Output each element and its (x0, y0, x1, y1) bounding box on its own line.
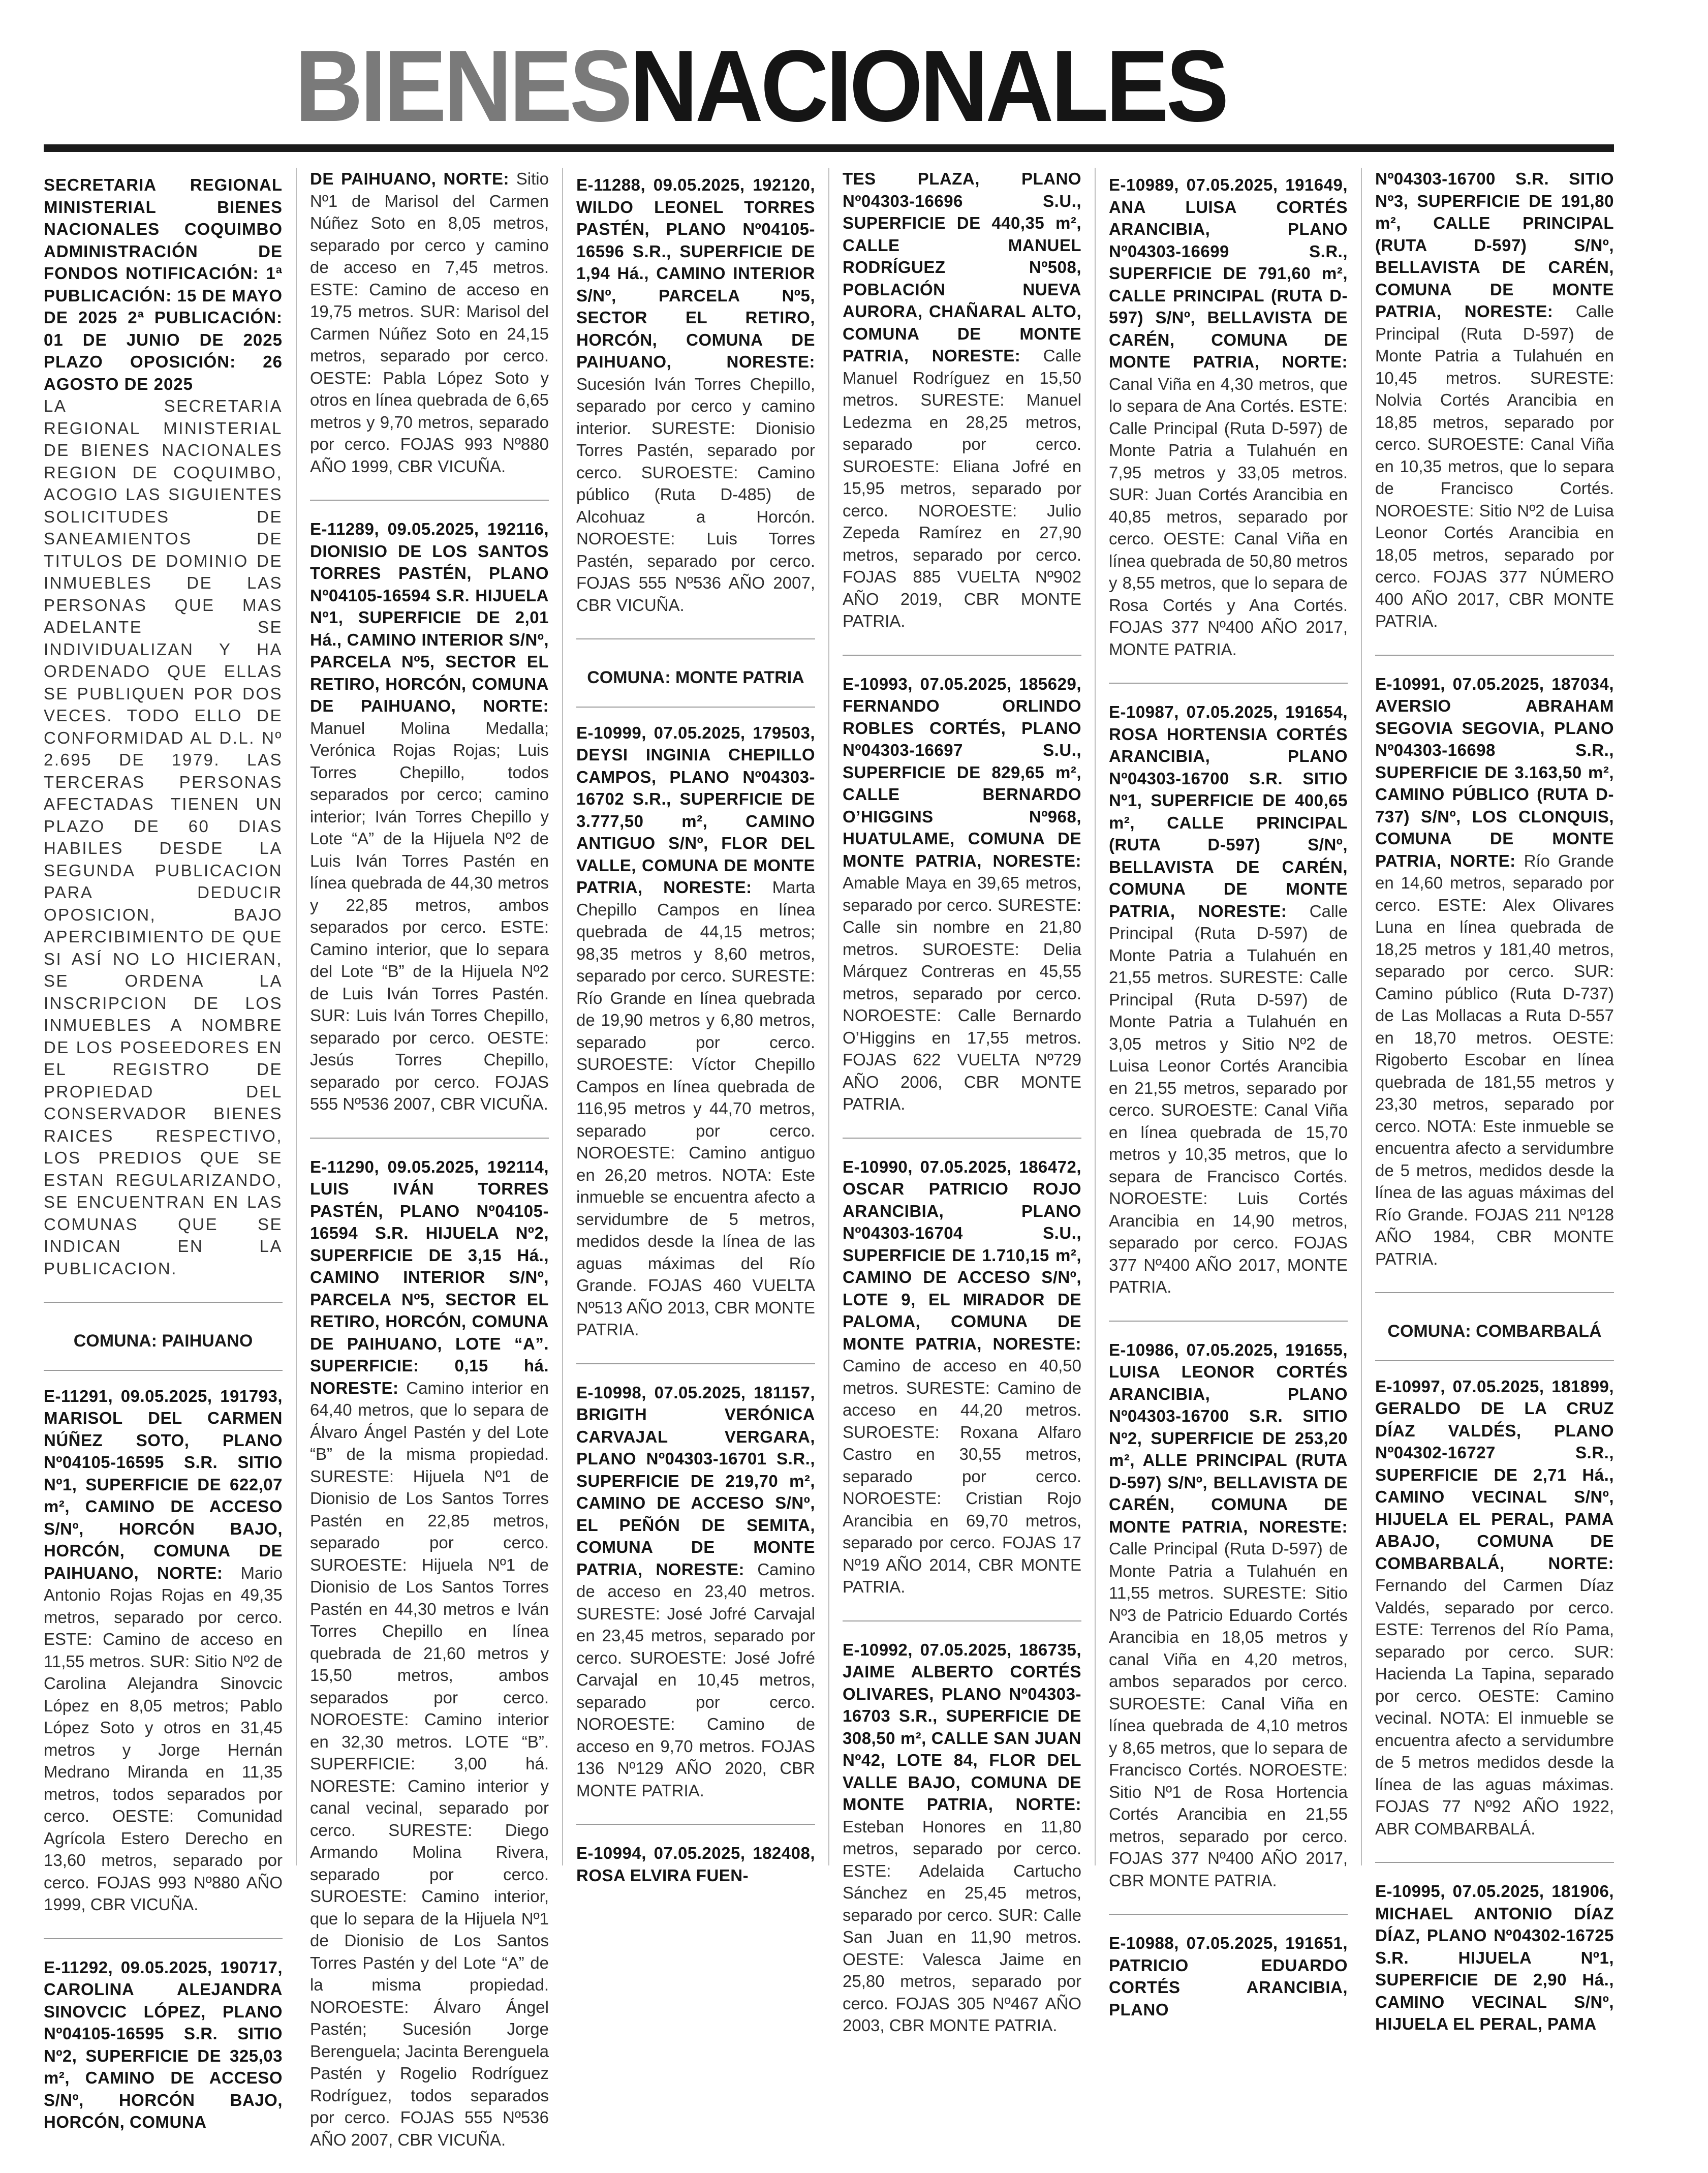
entry-head: E-10988, 07.05.2025, 191651, PATRICIO EDUARDO CORTÉS ARANCIBIA, PLANO (1109, 1934, 1348, 2019)
entry-e10994 (576, 1836, 815, 1909)
entry-body: Calle Principal (Ruta D-597) de Monte Patria a Tulahuén en 10,45 metros. SURESTE: Nolvia Cortés Arancibia en 18,85 metros, separado por cerco. SUROESTE: Canal Viña en 10,35 metros, que lo separa de Francisco Cortés. NOROESTE: Sitio Nº2 de Luisa Leonor Cortés Arancibia en 18,05 metros, separado por cerco. FOJAS 377 NÚMERO 400 AÑO 2017, CBR MONTE PATRIA. (1375, 302, 1614, 630)
comuna-heading-monte-patria: COMUNA: MONTE PATRIA (576, 651, 815, 708)
entry-head: E-10993, 07.05.2025, 185629, FERNANDO ORLINDO ROBLES CORTÉS, PLANO Nº04303-16697 S.U., SUPERFICIE DE 829,65 m², CALLE BERNARDO O’HIGGINS Nº968, HUATULAME, COMUNA DE MONTE PATRIA, NORESTE: (843, 675, 1081, 870)
column-1 (44, 168, 296, 1865)
entry-e10988-continued (1375, 168, 1614, 656)
entry-head: E-10987, 07.05.2025, 191654, ROSA HORTENSIA CORTÉS ARANCIBIA, PLANO Nº04303-16700 S.R. SITIO Nº1, SUPERFICIE DE 400,65 m², CALLE PRINCIPAL (RUTA D-597) S/Nº, BELLAVISTA DE CARÉN, COMUNA DE MONTE PATRIA, NORESTE: (1109, 702, 1348, 921)
column-3 (562, 168, 828, 1865)
entry-head: E-10998, 07.05.2025, 181157, BRIGITH VERÓNICA CARVAJAL VERGARA, PLANO Nº04303-16701 S.R., SUPERFICIE DE 219,70 m², CAMINO DE ACCESO S/Nº, EL PEÑÓN DE SEMITA, COMUNA DE MONTE PATRIA, NORESTE: (576, 1383, 815, 1579)
entry-e10997 (1375, 1369, 1614, 1863)
entry-body: Sucesión Iván Torres Chepillo, separado por cerco y camino interior. SURESTE: Dionisio Torres Pastén, separado por cerco. SUROESTE: Camino público (Ruta D-485) de Alcohuaz a Horcón. NOROESTE: Luis Torres Pastén, separado por cerco. FOJAS 555 Nº536 AÑO 2007, CBR VICUÑA. (576, 375, 815, 615)
entry-head: E-11288, 09.05.2025, 192120, WILDO LEONEL TORRES PASTÉN, PLANO Nº04105-16596 S.R., SUPERFICIE DE 1,94 Há., CAMINO INTERIOR S/Nº, PARCELA Nº5, SECTOR EL RETIRO, HORCÓN, COMUNA DE PAIHUANO, NORESTE: (576, 175, 815, 371)
entry-e11290 (310, 1150, 549, 2173)
entry-head-continued: Nº04303-16700 S.R. SITIO Nº3, SUPERFICIE DE 191,80 m², CALLE PRINCIPAL (RUTA D-597) S/Nº, BELLAVISTA DE CARÉN, COMUNA DE MONTE PATRIA, NORESTE: (1375, 169, 1614, 321)
entry-e10990 (843, 1150, 1081, 1621)
entry-e10986 (1109, 1333, 1348, 1915)
intro-body: LA SECRETARIA REGIONAL MINISTERIAL DE BIENES NACIONALES REGION DE COQUIMBO, ACOGIO LAS SIGUIENTES SOLICITUDES DE SANEAMIENTOS DE TITULOS DE DOMINIO DE INMUEBLES DE LAS PERSONAS QUE MAS ADELANTE SE INDIVIDUALIZAN Y HA ORDENADO QUE ELLAS SE PUBLIQUEN POR DOS VECES. TODO ELLO DE CONFORMIDAD AL D.L. Nº 2.695 DE 1979. LAS TERCERAS PERSONAS AFECTADAS TIENEN UN PLAZO DE 60 DIAS HABILES DESDE LA SEGUNDA PUBLICACION PARA DEDUCIR OPOSICION, BAJO APERCIBIMIENTO DE QUE SI ASÍ NO LO HICIERAN, SE ORDENA LA INSCRIPCION DE LOS INMUEBLES A NOMBRE DE LOS POSEEDORES EN EL REGISTRO DE PROPIEDAD DEL CONSERVADOR BIENES RAICES RESPECTIVO, LOS PREDIOS QUE SE ESTAN REGULARIZANDO, SE ENCUENTRAN EN LAS COMUNAS QUE SE INDICAN EN LA PUBLICACION. (44, 395, 283, 1279)
comuna-heading-combarbala: COMUNA: COMBARBALÁ (1375, 1304, 1614, 1361)
entry-head-continued: DE PAIHUANO, NORTE: (310, 169, 509, 188)
entry-head-continued: TES PLAZA, PLANO Nº04303-16696 S.U., SUPERFICIE DE 440,35 m², CALLE MANUEL RODRÍGUEZ Nº508, POBLACIÓN NUEVA AURORA, CHAÑARAL ALTO, COMUNA DE MONTE PATRIA, NORESTE: (843, 169, 1081, 365)
entry-e10999 (576, 716, 815, 1364)
masthead-word-bienes: BIENES (295, 29, 630, 143)
column-4 (828, 168, 1095, 1865)
intro-header: SECRETARIA REGIONAL MINISTERIAL BIENES NACIONALES COQUIMBO ADMINISTRACIÓN DE FONDOS NOTIFICACIÓN: 1ª PUBLICACIÓN: 15 DE MAYO DE 2025 2ª PUBLICACIÓN: 01 DE JUNIO DE 2025 PLAZO OPOSICIÓN: 26 AGOSTO DE 2025 (44, 174, 283, 395)
masthead-word-nacionales: NACIONALES (630, 29, 1226, 143)
entry-body: Canal Viña en 4,30 metros, que lo separa de Ana Cortés. ESTE: Calle Principal (Ruta D-597) de Monte Patria a Tulahuén en 7,95 metros y 33,05 metros. SUR: Juan Cortés Arancibia en 40,85 metros, separado por cerco. OESTE: Canal Viña en línea quebrada de 50,80 metros y 8,55 metros, que lo separa de Rosa Cortés y Ana Cortés. FOJAS 377 Nº400 AÑO 2017, MONTE PATRIA. (1109, 375, 1348, 659)
entry-body: Calle Manuel Rodríguez en 15,50 metros. SURESTE: Manuel Ledezma en 28,25 metros, separado por cerco. SUROESTE: Eliana Jofré en 15,95 metros, separado por cerco. NOROESTE: Julio Zepeda Ramírez en 27,90 metros, separado por cerco. FOJAS 885 VUELTA Nº902 AÑO 2019, CBR MONTE PATRIA. (843, 346, 1081, 630)
entry-e11291 (44, 1379, 283, 1939)
entry-head: E-10986, 07.05.2025, 191655, LUISA LEONOR CORTÉS ARANCIBIA, PLANO Nº04303-16700 S.R. SITIO Nº2, SUPERFICIE DE 253,20 m², ALLE PRINCIPAL (RUTA D-597) S/Nº, BELLAVISTA DE CARÉN, COMUNA DE MONTE PATRIA, NORESTE: (1109, 1340, 1348, 1536)
entry-body: Camino de acceso en 40,50 metros. SURESTE: Camino de acceso en 44,20 metros. SUROESTE: Roxana Alfaro Castro en 30,55 metros, separado por cerco. NOROESTE: Cristian Rojo Arancibia en 69,70 metros, separado por cerco. FOJAS 17 Nº19 AÑO 2014, CBR MONTE PATRIA. (843, 1356, 1081, 1596)
entry-body: Río Grande en 14,60 metros, separado por cerco. ESTE: Alex Olivares Luna en línea quebrada de 18,25 metros y 181,40 metros, separado por cerco. SUR: Camino público (Ruta D-737) de Las Mollacas a Ruta D-557 en 18,70 metros. OESTE: Rigoberto Escobar en línea quebrada de 181,55 metros y 23,30 metros, separado por cerco. NOTA: Este inmueble se encuentra afecto a servidumbre de 5 metros, medidos desde la línea de las aguas máximas del Río Grande. FOJAS 211 Nº128 AÑO 1984, CBR MONTE PATRIA. (1375, 851, 1614, 1268)
entry-body: Camino interior en 64,40 metros, que lo separa de Álvaro Ángel Pastén y del Lote “B” de la misma propiedad. SURESTE: Hijuela Nº1 de Dionisio de Los Santos Torres Pastén en 22,85 metros, separado por cerco. SUROESTE: Hijuela Nº1 de Dionisio de Los Santos Torres Pastén en 44,30 metros e Iván Torres Chepillo en línea quebrada de 21,60 metros y 15,50 metros, ambos separados por cerco. NOROESTE: Camino interior en 32,30 metros. LOTE “B”. SUPERFICIE: 3,00 há. NORESTE: Camino interior y canal vecinal, separado por cerco. SURESTE: Diego Armando Molina Rivera, separado por cerco. SUROESTE: Camino interior, que lo separa de la Hijuela Nº1 de Dionisio de Los Santos Torres Pastén y del Lote “A” de la misma propiedad. NOROESTE: Álvaro Ángel Pastén; Sucesión Jorge Berenguela; Jacinta Berenguela Pastén y Rogelio Rodríguez Rodríguez, todos separados por cerco. FOJAS 555 Nº536 AÑO 2007, CBR VICUÑA. (310, 1379, 549, 2149)
entry-head: E-11289, 09.05.2025, 192116, DIONISIO DE LOS SANTOS TORRES PASTÉN, PLANO Nº04105-16594 S.R. HIJUELA Nº1, SUPERFICIE DE 2,01 Há., CAMINO INTERIOR S/Nº, PARCELA Nº5, SECTOR EL RETIRO, HORCÓN, COMUNA DE PAIHUANO, NORTE: (310, 519, 549, 715)
entry-e10992 (843, 1633, 1081, 2059)
masthead-rule (44, 144, 1614, 152)
entry-head: E-11291, 09.05.2025, 191793, MARISOL DEL CARMEN NÚÑEZ SOTO, PLANO Nº04105-16595 S.R. SITIO Nº1, SUPERFICIE DE 622,07 m², CAMINO DE ACCESO S/Nº, HORCÓN BAJO, HORCÓN, COMUNA DE PAIHUANO, NORTE: (44, 1387, 283, 1582)
entry-head: E-10991, 07.05.2025, 187034, AVERSIO ABRAHAM SEGOVIA SEGOVIA, PLANO Nº04303-16698 S.R., SUPERFICIE DE 3.163,50 m², CAMINO PÚBLICO (RUTA D-737) S/Nº, LOS CLONQUIS, COMUNA DE MONTE PATRIA, NORTE: (1375, 675, 1614, 870)
entry-e11292-continued (310, 168, 549, 501)
entry-head: E-10990, 07.05.2025, 186472, OSCAR PATRICIO ROJO ARANCIBIA, PLANO Nº04303-16704 S.U., SUPERFICIE DE 1.710,15 m², CAMINO DE ACCESO S/Nº, LOTE 9, EL MIRADOR DE PALOMA, COMUNA DE MONTE PATRIA, NORESTE: (843, 1157, 1081, 1353)
entry-e10988 (1109, 1926, 1348, 2043)
entry-body: Amable Maya en 39,65 metros, separado por cerco. SURESTE: Calle sin nombre en 21,80 metros. SUROESTE: Delia Márquez Contreras en 45,55 metros, separado por cerco. NOROESTE: Calle Bernardo O’Higgins en 17,55 metros. FOJAS 622 VUELTA Nº729 AÑO 2006, CBR MONTE PATRIA. (843, 873, 1081, 1113)
entry-body: Manuel Molina Medalla; Verónica Rojas Rojas; Luis Torres Chepillo, todos separados por cerco; camino interior; Iván Torres Chepillo y Lote “A” de la Hijuela Nº2 de Luis Iván Torres Pastén en línea quebrada de 44,30 metros y 22,85 metros, ambos separados por cerco. ESTE: Camino interior, que lo separa del Lote “B” de la Hijuela Nº2 de Luis Iván Torres Pastén. SUR: Luis Iván Torres Chepillo, separado por cerco. OESTE: Jesús Torres Chepillo, separado por cerco. FOJAS 555 Nº536 2007, CBR VICUÑA. (310, 719, 549, 1114)
entry-body: Calle Principal (Ruta D-597) de Monte Patria a Tulahuén en 21,55 metros. SURESTE: Calle Principal (Ruta D-597) de Monte Patria a Tulahuén en 3,05 metros y Sitio Nº2 de Luisa Leonor Cortés Arancibia en 21,55 metros, separado por cerco. SUROESTE: Canal Viña en línea quebrada de 15,70 metros y 10,35 metros, que lo separa de Francisco Cortés. NOROESTE: Luis Cortés Arancibia en 14,90 metros, separado por cerco. FOJAS 377 Nº400 AÑO 2017, MONTE PATRIA. (1109, 902, 1348, 1297)
entry-e10989 (1109, 168, 1348, 684)
entry-e10993 (843, 667, 1081, 1139)
entry-body: Marta Chepillo Campos en línea quebrada de 44,15 metros; 98,35 metros y 8,60 metros, separado por cerco. SURESTE: Río Grande en línea quebrada de 19,90 metros y 6,80 metros, separado por cerco. SUROESTE: Víctor Chepillo Campos en línea quebrada de 116,95 metros y 44,70 metros, separado por cerco. NOROESTE: Camino antiguo en 26,20 metros. NOTA: Este inmueble se encuentra afecto a servidumbre de 5 metros, medidos desde la línea de las aguas máximas del Río Grande. FOJAS 460 VUELTA Nº513 AÑO 2013, CBR MONTE PATRIA. (576, 878, 815, 1339)
entry-head: E-10994, 07.05.2025, 182408, ROSA ELVIRA FUEN- (576, 1844, 815, 1885)
entry-head: E-11290, 09.05.2025, 192114, LUIS IVÁN TORRES PASTÉN, PLANO Nº04105-16594 S.R. HIJUELA Nº2, SUPERFICIE DE 3,15 Há., CAMINO INTERIOR S/Nº, PARCELA Nº5, SECTOR EL RETIRO, HORCÓN, COMUNA DE PAIHUANO, LOTE “A”. SUPERFICIE: 0,15 há. NORESTE: (310, 1157, 549, 1397)
notice-columns (44, 168, 1614, 1865)
entry-e10987 (1109, 695, 1348, 1322)
entry-e10995 (1375, 1874, 1614, 2058)
entry-body: Sitio Nº1 de Marisol del Carmen Núñez Soto en 8,05 metros, separado por cerco y camino de acceso en 7,45 metros. ESTE: Camino de acceso en 19,75 metros. SUR: Marisol del Carmen Núñez Soto en 24,15 metros, separado por cerco. OESTE: Pabla López Soto y otros en línea quebrada de 6,65 metros y 9,70 metros, separado por cerco. FOJAS 993 Nº880 AÑO 1999, CBR VICUÑA. (310, 169, 549, 476)
entry-body: Fernando del Carmen Díaz Valdés, separado por cerco. ESTE: Terrenos del Río Pama, separado por cerco. SUR: Hacienda La Tapina, separado por cerco. OESTE: Camino vecinal. NOTA: El inmueble se encuentra afecto a servidumbre de 5 metros medidos desde la línea de las aguas máximas. FOJAS 77 Nº92 AÑO 1922, ABR COMBARBALÁ. (1375, 1576, 1614, 1838)
column-2 (296, 168, 562, 1865)
entry-head: E-10992, 07.05.2025, 186735, JAIME ALBERTO CORTÉS OLIVARES, PLANO Nº04303-16703 S.R., SUPERFICIE DE 308,50 m², CALLE SAN JUAN Nº42, LOTE 84, FLOR DEL VALLE BAJO, COMUNA DE MONTE PATRIA, NORTE: (843, 1640, 1081, 1814)
masthead-title (295, 30, 1358, 142)
column-5 (1095, 168, 1361, 1865)
column-6 (1361, 168, 1614, 1865)
entry-head: E-10995, 07.05.2025, 181906, MICHAEL ANTONIO DÍAZ DÍAZ, PLANO Nº04302-16725 S.R. HIJUELA Nº1, SUPERFICIE DE 2,90 Há., CAMINO VECINAL S/Nº, HIJUELA EL PERAL, PAMA (1375, 1882, 1614, 2033)
entry-e10998 (576, 1375, 815, 1825)
entry-e11292 (44, 1950, 283, 2156)
comuna-heading-paihuano: COMUNA: PAIHUANO (44, 1314, 283, 1371)
entry-head: E-10999, 07.05.2025, 179503, DEYSI INGINIA CHEPILLO CAMPOS, PLANO Nº04303-16702 S.R., SUPERFICIE DE 3.777,50 m², CAMINO ANTIGUO S/Nº, FLOR DEL VALLE, COMUNA DE MONTE PATRIA, NORESTE: (576, 723, 815, 897)
entry-body: Esteban Honores en 11,80 metros, separado por cerco. ESTE: Adelaida Cartucho Sánchez en 25,45 metros, separado por cerco. SUR: Calle San Juan en 11,90 metros. OESTE: Valesca Jaime en 25,80 metros, separado por cerco. FOJAS 305 Nº467 AÑO 2003, CBR MONTE PATRIA. (843, 1817, 1081, 2035)
entry-body: Camino de acceso en 23,40 metros. SURESTE: José Jofré Carvajal en 23,45 metros, separado por cerco. SUROESTE: José Jofré Carvajal en 10,45 metros, separado por cerco. NOROESTE: Camino de acceso en 9,70 metros. FOJAS 136 Nº129 AÑO 2020, CBR MONTE PATRIA. (576, 1560, 815, 1800)
entry-body: Calle Principal (Ruta D-597) de Monte Patria a Tulahuén en 11,55 metros. SURESTE: Sitio Nº3 de Patricio Eduardo Cortés Arancibia en 18,05 metros y canal Viña en 4,20 metros, ambos separados por cerco. SUROESTE: Canal Viña en línea quebrada de 4,10 metros y 8,65 metros, que lo separa de Francisco Cortés. NOROESTE: Sitio Nº1 de Rosa Hortencia Cortés Arancibia en 21,55 metros, separado por cerco. FOJAS 377 Nº400 AÑO 2017, CBR MONTE PATRIA. (1109, 1539, 1348, 1890)
entry-head: E-10989, 07.05.2025, 191649, ANA LUISA CORTÉS ARANCIBIA, PLANO Nº04303-16699 S.R., SUPERFICIE DE 791,60 m², CALLE PRINCIPAL (RUTA D-597) S/Nº, BELLAVISTA DE CARÉN, COMUNA DE MONTE PATRIA, NORTE: (1109, 175, 1348, 371)
entry-e10994-continued (843, 168, 1081, 656)
entry-e10991 (1375, 667, 1614, 1294)
entry-e11289 (310, 512, 549, 1139)
entry-head: E-11292, 09.05.2025, 190717, CAROLINA ALEJANDRA SINOVCIC LÓPEZ, PLANO Nº04105-16595 S.R. SITIO Nº2, SUPERFICIE DE 325,03 m², CAMINO DE ACCESO S/Nº, HORCÓN BAJO, HORCÓN, COMUNA (44, 1958, 283, 2132)
entry-body: Mario Antonio Rojas Rojas en 49,35 metros, separado por cerco. ESTE: Camino de acceso en 11,55 metros. SUR: Sitio Nº2 de Carolina Alejandra Sinovcic López en 8,05 metros; Pablo López Soto y otros en 31,45 metros y Jorge Hernán Medrano Miranda en 11,35 metros, todos separados por cerco. OESTE: Comunidad Agrícola Estero Derecho en 13,60 metros, separado por cerco. FOJAS 993 Nº880 AÑO 1999, CBR VICUÑA. (44, 1564, 283, 1914)
intro-notice (44, 168, 283, 1303)
entry-head: E-10997, 07.05.2025, 181899, GERALDO DE LA CRUZ DÍAZ VALDÉS, PLANO Nº04302-16727 S.R., SUPERFICIE DE 2,71 Há., CAMINO VECINAL S/Nº, HIJUELA EL PERAL, PAMA ABAJO, COMUNA DE COMBARBALÁ, NORTE: (1375, 1377, 1614, 1573)
entry-e11288 (576, 168, 815, 639)
